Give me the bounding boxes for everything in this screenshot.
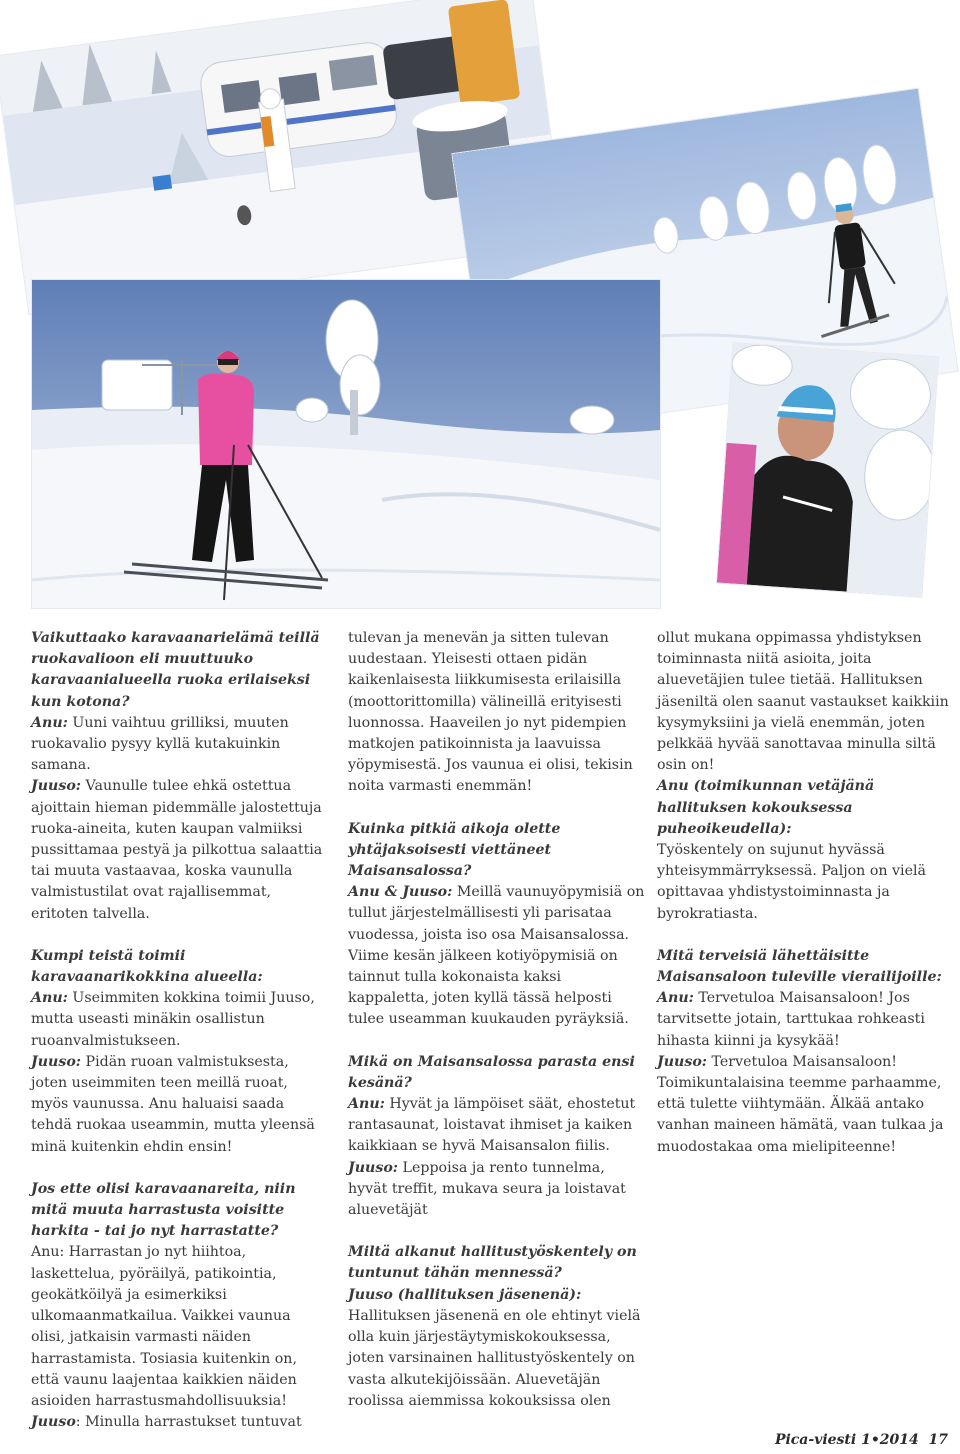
answer-speaker: Anu & Juuso:: [348, 884, 453, 901]
answer-speaker: Anu:: [348, 1096, 385, 1113]
man-knit-hat-photo: [717, 343, 938, 597]
continued-text: tulevan ja menevän ja sitten tulevan uudestaan. Yleisesti ottaen pidän kaikenlaisesta liikkumisesta erilaisilla (moottorittomilla) välineillä erityisesti luonnossa. Haaveilen jo nyt pidempien matkojen patikoinnista ja laavuissa yöpymisestä. Jos vaunua ei olisi, tekisin noita varmasti enemmän!: [348, 630, 633, 795]
question-2: Kumpi teistä toimii karavaanarikokkina alueella:: [31, 947, 263, 986]
footer-separator: •: [870, 1432, 880, 1448]
answer-text: Useimmiten kokkina toimii Juuso, mutta useasti minäkin osallistun ruoanvalmistukseen.: [31, 990, 315, 1049]
question-6: Miltä alkanut hallitustyöskentely on tuntunut tähän mennessä?: [348, 1244, 637, 1282]
answer-text: Pidän ruoan valmistuksesta, joten useimmiten teen meillä ruoat, myös vaunussa. Anu haluaisi saada tehdä ruokaa useammin, mutta yleensä minä kuitenkin ehdin ensin!: [31, 1053, 315, 1155]
answer-speaker: Juuso (hallituksen jäsenenä):: [348, 1286, 582, 1303]
answer-speaker: Anu (toimikunnan vetäjänä hallituksen kokouksessa puheoikeudella):: [657, 778, 875, 837]
answer-text: Hallituksen jäsenenä en ole ehtinyt vielä olla kuin järjestäytymiskokouksessa, joten varsinainen hallitustyöskentely on vasta alkutekijöissään. Aluevetäjän roolissa aiemmissa kokouksissa olen: [348, 1307, 641, 1409]
answer-text: Tervetuloa Maisansaloon! Jos tarvitsette jotain, tarttukaa rohkeasti hihasta kiinni ja kysykää!: [657, 990, 925, 1049]
magazine-name: Pica-viesti 1: [774, 1432, 871, 1448]
question-1: Vaikuttaako karavaanarielämä teillä ruokavalioon eli muuttuuko karavaanialueella ruoka erilaiseksi kun kotona?: [31, 630, 320, 710]
article-column-3: [657, 628, 955, 1179]
answer-text: Anu: Harrastan jo nyt hiihtoa, laskettelua, pyöräilyä, patikointia, geokätköilyä ja esimerkiksi ulkomaanmatkailua. Vaikkei vaunua olisi, jatkaisin varmasti näiden harrastamista. Tosiasia kuitenkin on, että vaunu laajentaa kaikkien näiden asioiden harrastusmahdollisuuksia!: [31, 1244, 297, 1409]
answer-speaker: Juuso:: [31, 778, 82, 795]
answer-text: Vaunulle tulee ehkä ostettua ajoittain hieman pidemmälle jalostettuja ruoka-aineita, kuten kaupan valmiiksi pussittamaa pestyä ja pilkottua salaattia tai muuta vastaavaa, koska vaunulla valmistustilat ovat rajallisemmat, eritoten talvella.: [31, 778, 323, 922]
answer-speaker: Juuso:: [348, 1159, 399, 1176]
issue-year: 2014: [879, 1432, 919, 1448]
answer-speaker: Anu:: [31, 714, 68, 731]
skier-pink-jacket-photo: [32, 280, 660, 608]
article-column-1: [31, 628, 329, 1454]
answer-speaker: Anu:: [31, 990, 68, 1007]
answer-text: Hyvät ja lämpöiset säät, ehostetut rantasaunat, loistavat ihmiset ja kaiken kaikkiaan se hyvä Maisansalon fiilis.: [348, 1096, 636, 1155]
answer-text: Uuni vaihtuu grilliksi, muuten ruokavalio pysyy kyllä kutakuinkin samana.: [31, 714, 289, 774]
answer-speaker: Anu:: [657, 990, 694, 1007]
question-4: Kuinka pitkiä aikoja olette yhtäjaksoisesti viettäneet Maisansalossa?: [348, 820, 561, 880]
answer-speaker: Juuso: [31, 1414, 76, 1431]
continued-text: ollut mukana oppimassa yhdistyksen toiminnasta niitä asioita, joita aluevetäjien tulee tietää. Hallituksen jäseniltä olen saanut vastaukset kaikkiin kysymyksiini ja vielä enemmän, joten pelkkää hyvää sanottavaa minulla siltä osin on!: [657, 630, 949, 774]
question-7: Mitä terveisiä lähettäisitte Maisansaloon tuleville vierailijoille:: [657, 947, 942, 986]
answer-text: : Minulla harrastukset tuntuvat: [75, 1414, 302, 1431]
answer-text: Meillä vaunuyöpymisiä on tullut järjestelmällisesti yli parisataa vuodessa, joista iso osa Maisansalossa. Viime kesän jälkeen kotiyöpymisiä on tainnut tulla kokonaista kaksi kappaletta, joten kyllä tässä helposti tulee useamman kuukauden pyräyksiä.: [348, 884, 645, 1028]
article-column-2: [348, 628, 646, 1433]
answer-text: Leppoisa ja rento tunnelma, hyvät treffit, mukava seura ja loistavat aluevetäjät: [348, 1159, 626, 1219]
answer-text: Tervetuloa Maisansaloon! Toimikuntalaisina teemme parhaamme, että tulette viihtymään. Älkää antako vanhan maineen hämätä, vaan tulkaa ja muodostakaa oma mielipiteenne!: [657, 1053, 944, 1155]
answer-speaker: Juuso:: [657, 1053, 708, 1070]
question-5: Mikä on Maisansalossa parasta ensi kesänä?: [348, 1053, 635, 1091]
answer-text: Työskentely on sujunut hyvässä yhteisymmärryksessä. Paljon on vielä opittavaa yhdistystoiminnasta ja byrokratiasta.: [657, 842, 926, 922]
answer-speaker: Juuso:: [31, 1053, 82, 1070]
page-footer: [775, 1432, 948, 1448]
question-3: Jos ette olisi karavaanareita, niin mitä muuta harrastusta voisitte harkita - tai jo nyt harrastatte?: [31, 1180, 296, 1240]
page-number: 17: [928, 1432, 948, 1448]
